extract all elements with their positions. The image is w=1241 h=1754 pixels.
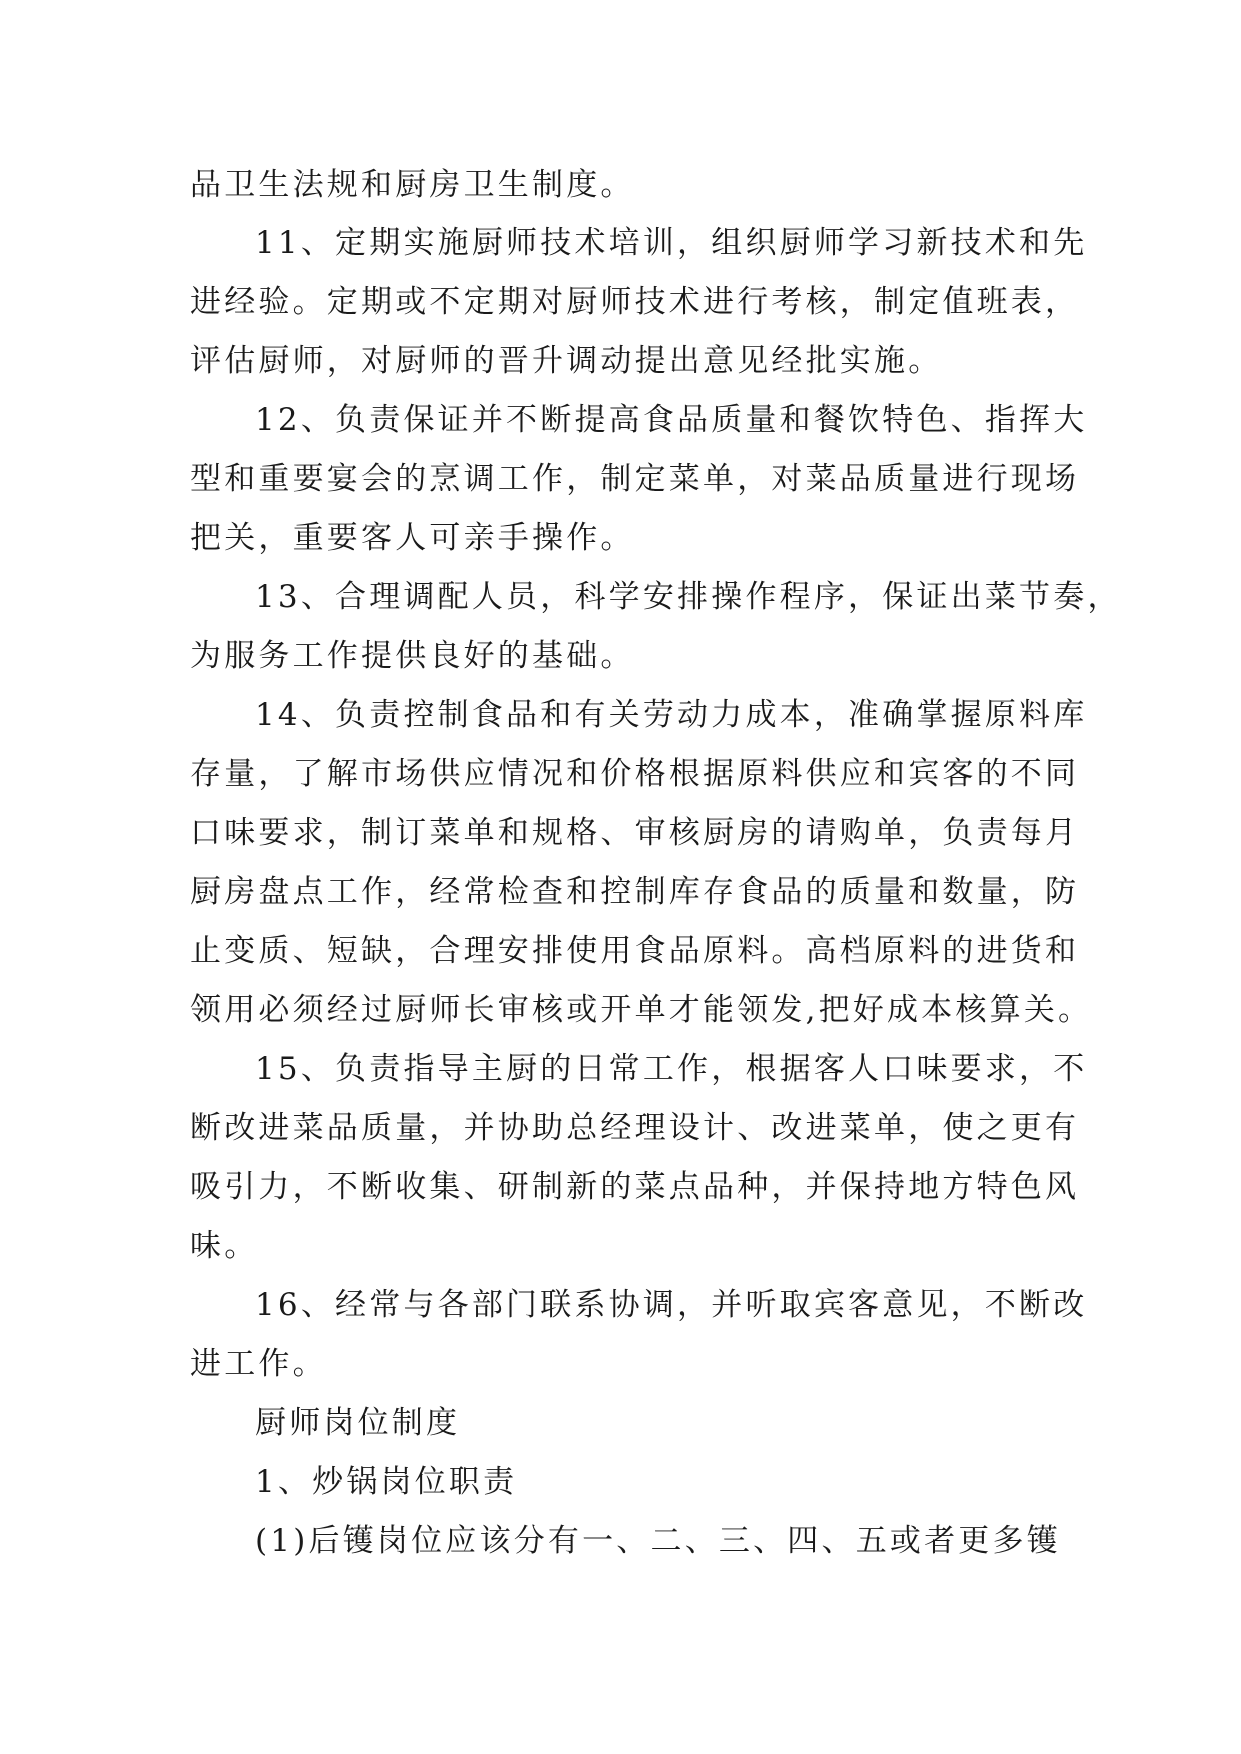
paragraph-13-start: 13、合理调配人员，科学安排操作程序，保证出菜节奏， — [255, 579, 1122, 615]
subsection-heading: 1、炒锅岗位职责 — [255, 1464, 518, 1500]
text-line: 为服务工作提供良好的基础。 — [190, 638, 635, 674]
paragraph-12-start: 12、负责保证并不断提高食品质量和餐饮特色、指挥大 — [255, 402, 1088, 438]
list-item-start: (1)后镬岗位应该分有一、二、三、四、五或者更多镬 — [255, 1523, 1061, 1559]
text-line: 进经验。定期或不定期对厨师技术进行考核，制定值班表， — [190, 284, 1080, 320]
text-line: 断改进菜品质量，并协助总经理设计、改进菜单，使之更有 — [190, 1110, 1080, 1146]
text-line: 存量，了解市场供应情况和价格根据原料供应和宾客的不同 — [190, 756, 1080, 792]
text-line: 品卫生法规和厨房卫生制度。 — [190, 167, 635, 203]
paragraph-14-start: 14、负责控制食品和有关劳动力成本，准确掌握原料库 — [255, 697, 1088, 733]
text-line: 进工作。 — [190, 1346, 327, 1382]
text-line: 型和重要宴会的烹调工作，制定菜单，对菜品质量进行现场 — [190, 461, 1080, 497]
text-line: 口味要求，制订菜单和规格、审核厨房的请购单，负责每月 — [190, 815, 1080, 851]
text-line: 吸引力，不断收集、研制新的菜点品种，并保持地方特色风 — [190, 1169, 1080, 1205]
paragraph-16-start: 16、经常与各部门联系协调，并听取宾客意见，不断改 — [255, 1287, 1088, 1323]
text-line: 把关，重要客人可亲手操作。 — [190, 520, 635, 556]
paragraph-15-start: 15、负责指导主厨的日常工作，根据客人口味要求，不 — [255, 1051, 1088, 1087]
text-line: 厨房盘点工作，经常检查和控制库存食品的质量和数量，防 — [190, 874, 1080, 910]
paragraph-11-start: 11、定期实施厨师技术培训，组织厨师学习新技术和先 — [255, 225, 1088, 261]
text-line: 评估厨师，对厨师的晋升调动提出意见经批实施。 — [190, 343, 943, 379]
text-line: 味。 — [190, 1228, 259, 1264]
section-heading: 厨师岗位制度 — [255, 1405, 461, 1441]
text-line: 止变质、短缺，合理安排使用食品原料。高档原料的进货和 — [190, 933, 1080, 969]
text-line: 领用必须经过厨师长审核或开单才能领发,把好成本核算关。 — [190, 992, 1093, 1028]
